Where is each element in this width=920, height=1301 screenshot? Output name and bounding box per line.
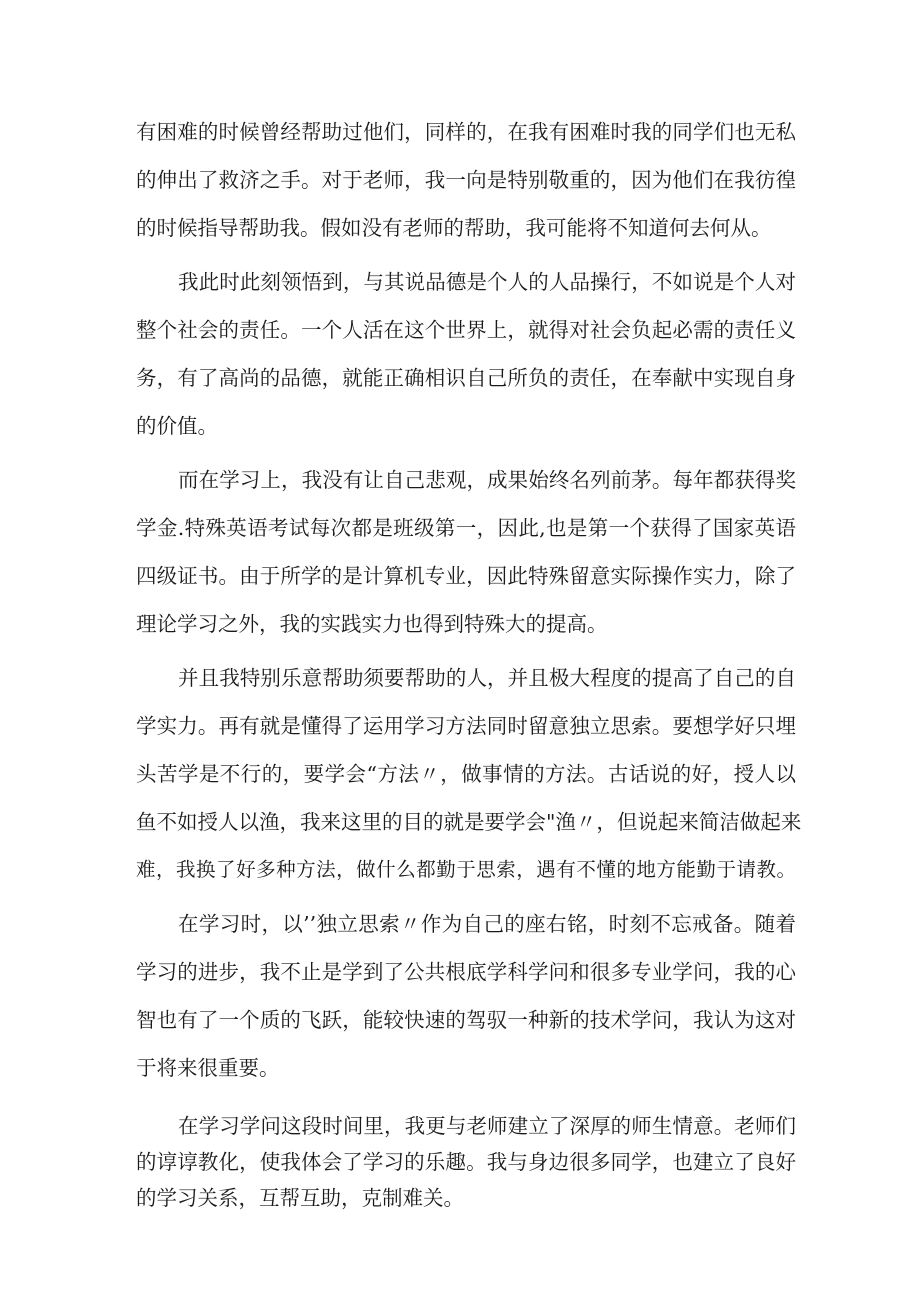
text-line: 的学习关系，互帮互助，克制难关。 (136, 1186, 464, 1210)
text-line: 务，有了高尚的品德，就能正确相识自己所负的责任，在奉献中实现自身 (136, 366, 796, 390)
text-line: 在学习学问这段时间里，我更与老师建立了深厚的师生情意。老师们 (178, 1114, 796, 1138)
text-line: 的价值。 (136, 414, 218, 438)
text-line: 学实力。再有就是懂得了运用学习方法同时留意独立思索。要想学好只埋 (136, 714, 796, 738)
text-line: 我此时此刻领悟到，与其说品德是个人的人品操行，不如说是个人对 (178, 270, 796, 294)
text-line: 而在学习上，我没有让自己悲观，成果始终名列前茅。每年都获得奖 (178, 468, 796, 492)
text-line: 智也有了一个质的飞跃，能较快速的驾驭一种新的技术学问，我认为这对 (136, 1008, 796, 1032)
text-line: 的谆谆教化，使我体会了学习的乐趣。我与身边很多同学，也建立了良好 (136, 1150, 796, 1174)
text-line: 的伸出了救济之手。对于老师，我一向是特别敬重的，因为他们在我彷徨 (136, 168, 796, 192)
text-line: 在学习时，以’’独立思索〃作为自己的座右铭，时刻不忘戒备。随着 (178, 912, 796, 936)
text-line: 理论学习之外，我的实践实力也得到特殊大的提高。 (136, 612, 608, 636)
text-line: 并且我特别乐意帮助须要帮助的人，并且极大程度的提高了自己的自 (178, 666, 796, 690)
text-line: 于将来很重要。 (136, 1056, 280, 1080)
text-line: 四级证书。由于所学的是计算机专业，因此特殊留意实际操作实力，除了 (136, 564, 796, 588)
text-line: 整个社会的责任。一个人活在这个世界上，就得对社会负起必需的责任义 (136, 318, 796, 342)
text-line: 学习的进步，我不止是学到了公共根底学科学问和很多专业学问，我的心 (136, 960, 796, 984)
text-line: 的时候指导帮助我。假如没有老师的帮助，我可能将不知道何去何从。 (136, 216, 772, 240)
text-line: 难，我换了好多种方法，做什么都勤于思索，遇有不懂的地方能勤于请教。 (136, 858, 796, 881)
text-line: 头苦学是不行的，要学会“方法〃，做事情的方法。古话说的好，授人以 (136, 762, 796, 786)
text-line: 学金.特殊英语考试每次都是班级第一，因此,也是第一个获得了国家英语 (136, 516, 796, 540)
text-line: 有困难的时候曾经帮助过他们，同样的，在我有困难时我的同学们也无私 (136, 120, 796, 144)
text-line: 鱼不如授人以渔，我来这里的目的就是要学会"渔〃，但说起来简洁做起来 (136, 810, 802, 834)
